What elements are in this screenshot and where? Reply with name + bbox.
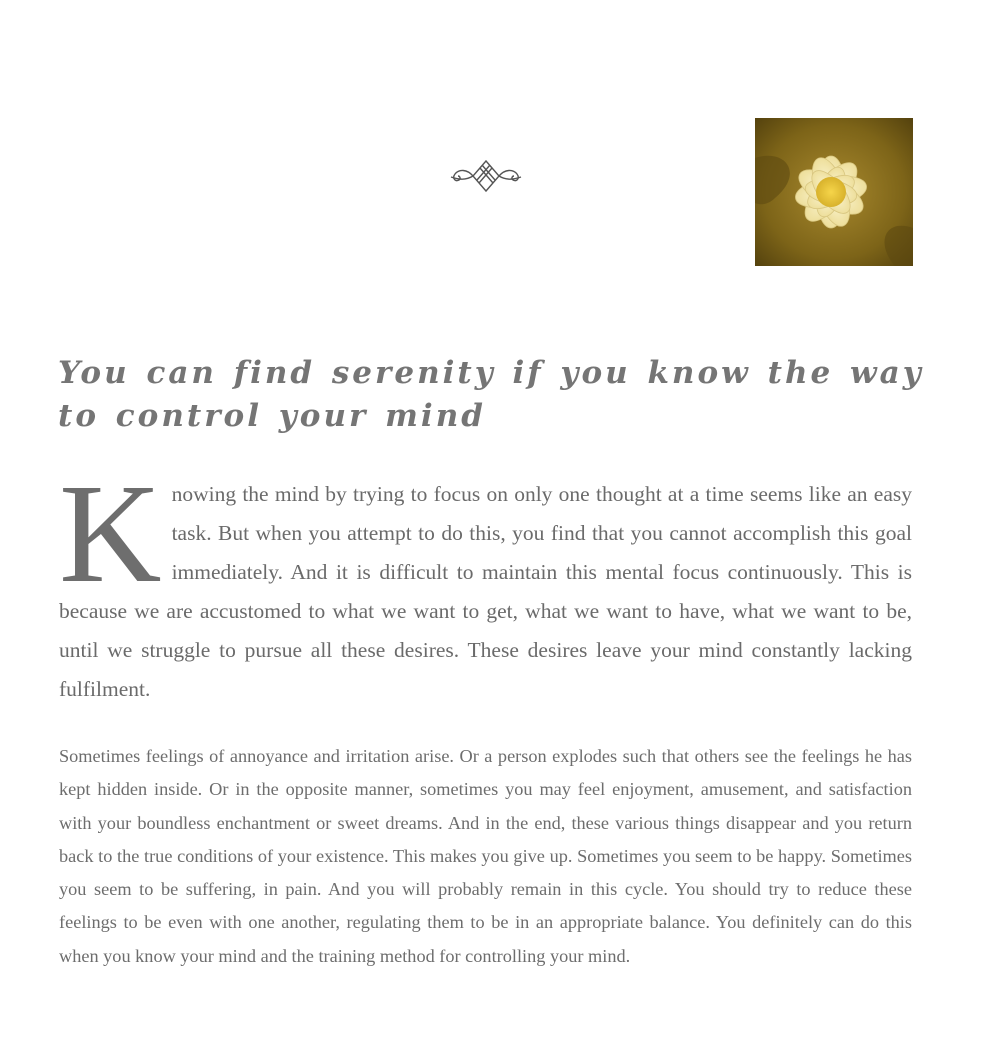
scroll-ornament-icon [447,157,525,195]
intro-paragraph [59,454,912,709]
body-paragraph: Sometimes feelings of annoyance and irritation arise. Or a person explodes such that others see the feelings he has kept hidden inside. Or in the opposite manner, sometimes you may feel enjoyment, amusement, and satisfaction with your boundless enchantment or sweet dreams. And in the end, these various things disappear and you return back to the true conditions of your existence. This makes you give up. Sometimes you seem to be happy. Sometimes you seem to be suffering, in pain. And you will probably remain in this cycle. You should try to reduce these feelings to be even with one another, regulating them to be in an appropriate balance. You definitely can do this when you know your mind and the training method for controlling your mind. [59,746,912,966]
page-title: You can find serenity if you know the way to control your mind [58,355,924,434]
lotus-flower-photo [755,118,913,266]
drop-cap: K [59,454,162,612]
intro-text: nowing the mind by trying to focus on only one thought at a time seems like an easy task. But when you attempt to do this, you find that you cannot accomplish this goal immediately. And it is difficult to maintain this mental focus continuously. This is because we are accustomed to what we want to get, what we want to have, what we want to be, until we struggle to pursue all these desires. These desires leave your mind constantly lacking fulfilment. [59,482,912,701]
